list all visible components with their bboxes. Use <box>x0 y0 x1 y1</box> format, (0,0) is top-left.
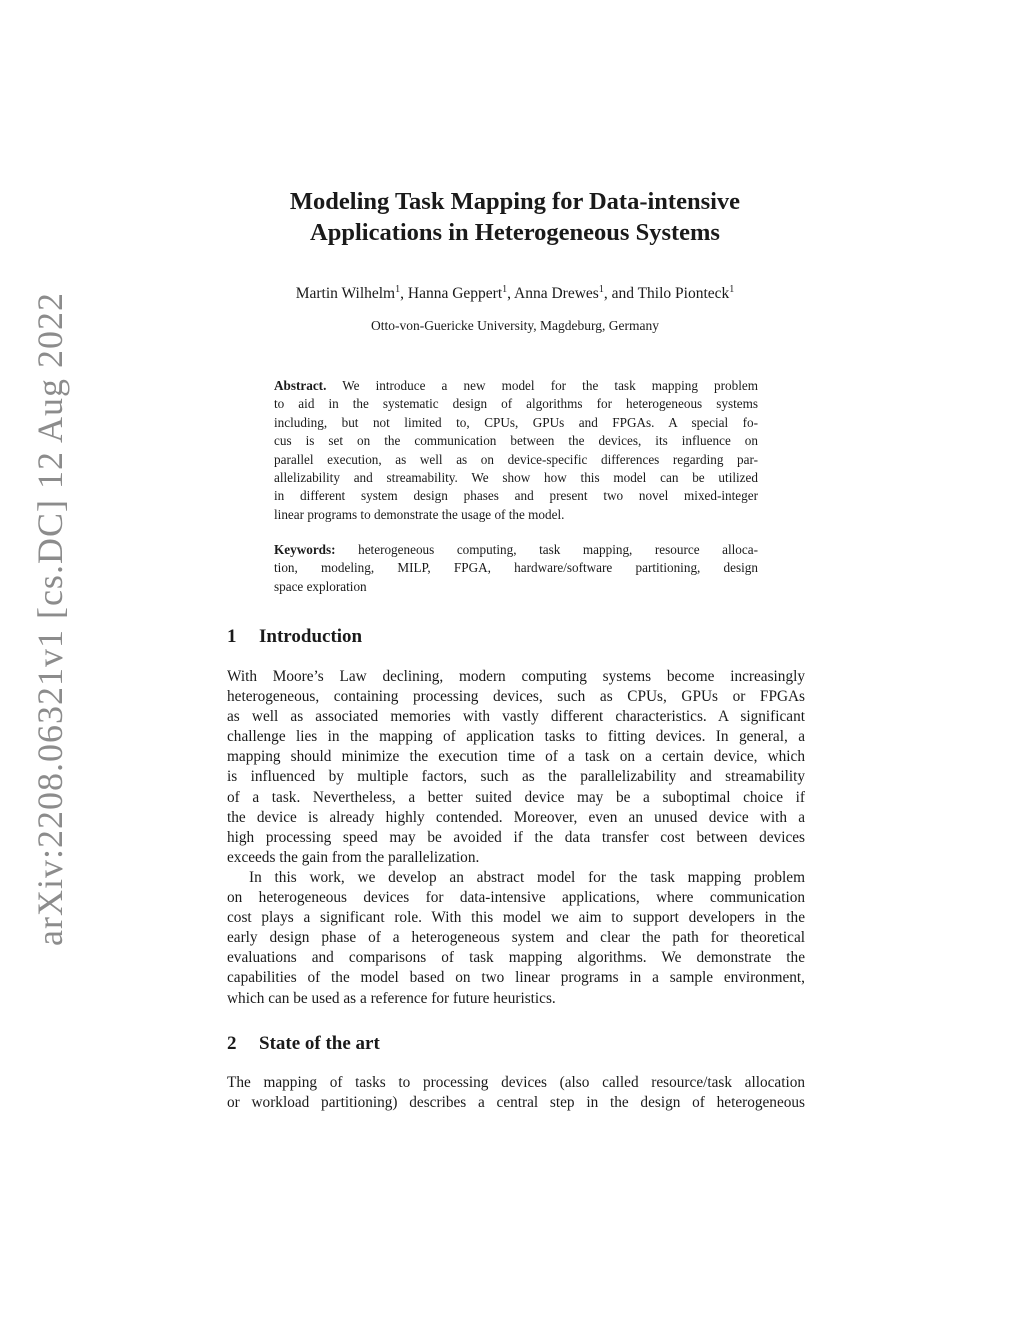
paragraph <box>227 667 805 868</box>
text-line: early design phase of a heterogeneous system and clear the path for theoretical <box>227 929 805 947</box>
text-line: is influenced by multiple factors, such as the parallelizability and streamability <box>227 768 805 786</box>
abstract-line: allelizability and streamability. We show how this model can be utilized <box>274 470 758 486</box>
text-line: which can be used as a reference for future heuristics. <box>227 989 556 1007</box>
text-line: The mapping of tasks to processing devices (also called resource/task allocation <box>227 1074 805 1091</box>
section-heading-state-of-the-art <box>227 1033 380 1055</box>
text-line: or workload partitioning) describes a central step in the design of heterogeneous <box>227 1094 805 1112</box>
author-name: Thilo Pionteck <box>637 285 730 303</box>
author-name: Anna Drewes <box>514 285 599 303</box>
arxiv-identifier: arXiv:2208.06321v1 [cs.DC] 12 Aug 2022 <box>30 292 70 946</box>
title-line: Modeling Task Mapping for Data-intensive <box>289 188 741 215</box>
paragraph <box>227 868 805 1009</box>
affiliation-marker: 1 <box>729 284 735 295</box>
author-name: Hanna Geppert <box>407 285 503 303</box>
affiliation-marker: 1 <box>502 284 508 295</box>
abstract-line: in different system design phases and present two novel mixed-integer <box>274 488 758 504</box>
paper-title <box>200 186 830 248</box>
text-line: capabilities of the model based on two linear programs in a sample environment, <box>227 969 805 987</box>
abstract-line: linear programs to demonstrate the usage of the model. <box>274 506 565 522</box>
text-line: of a task. Nevertheless, a better suited device may be a suboptimal choice if <box>227 788 805 806</box>
paragraph <box>227 1073 805 1113</box>
text-line: on heterogeneous devices for data-intensive applications, where communication <box>227 889 805 907</box>
text-line: heterogeneous, containing processing devices, such as CPUs, GPUs or FPGAs <box>227 688 805 706</box>
section-body-introduction <box>227 667 805 1009</box>
section-heading-introduction <box>227 626 362 648</box>
abstract-line: to aid in the systematic design of algorithms for heterogeneous systems <box>274 396 758 412</box>
text-line: In this work, we develop an abstract model for the task mapping problem <box>249 868 805 886</box>
section-title: Introduction <box>259 626 363 647</box>
section-number: 2 <box>227 1033 237 1054</box>
affiliation: Otto-von-Guericke University, Magdeburg, Germany <box>371 318 659 333</box>
text-line: With Moore’s Law declining, modern computing systems become increasingly <box>227 668 805 685</box>
keywords-label: Keywords: <box>274 542 336 557</box>
title-line: Applications in Heterogeneous Systems <box>310 219 720 246</box>
section-title: State of the art <box>259 1033 380 1054</box>
author-list: Martin Wilhelm$^1$, Hanna Geppert$^1$, Anna Drewes$^1$, and Thilo Pionteck$^1$ <box>295 284 735 303</box>
text-line: challenge lies in the mapping of application tasks to fitting devices. In general, a <box>227 728 805 746</box>
section-body-state-of-the-art <box>227 1073 805 1113</box>
keywords <box>274 541 758 596</box>
author-name: Martin Wilhelm <box>295 285 396 303</box>
text-line: high processing speed may be avoided if the data transfer cost between devices <box>227 828 805 846</box>
abstract-line: parallel execution, as well as on device-specific differences regarding par- <box>274 451 758 467</box>
affiliation-marker: 1 <box>395 284 401 295</box>
text-line: exceeds the gain from the parallelization. <box>227 848 480 866</box>
text-line: the device is already highly contended. Moreover, even an unused device with a <box>227 808 805 826</box>
abstract-line: Abstract. We introduce a new model for the task mapping problem <box>274 378 758 393</box>
text-line: mapping should minimize the execution time of a task on a certain device, which <box>227 748 805 766</box>
abstract-line: including, but not limited to, CPUs, GPUs and FPGAs. A special fo- <box>274 414 758 430</box>
keywords-line: Keywords: heterogeneous computing, task mapping, resource alloca- <box>274 542 758 557</box>
keywords-line: tion, modeling, MILP, FPGA, hardware/software partitioning, design <box>274 560 758 576</box>
keywords-line: space exploration <box>274 578 367 594</box>
abstract-label: Abstract. <box>274 378 327 393</box>
text-line: cost plays a significant role. With this model we aim to support developers in the <box>227 909 805 927</box>
abstract-line: cus is set on the communication between the devices, its influence on <box>274 433 758 449</box>
affiliation-marker: 1 <box>598 284 604 295</box>
text-line: as well as associated memories with vastly different characteristics. A significant <box>227 708 805 726</box>
section-number: 1 <box>227 626 237 647</box>
abstract <box>274 377 758 524</box>
text-line: evaluations and comparisons of task mapping algorithms. We demonstrate the <box>227 949 805 967</box>
